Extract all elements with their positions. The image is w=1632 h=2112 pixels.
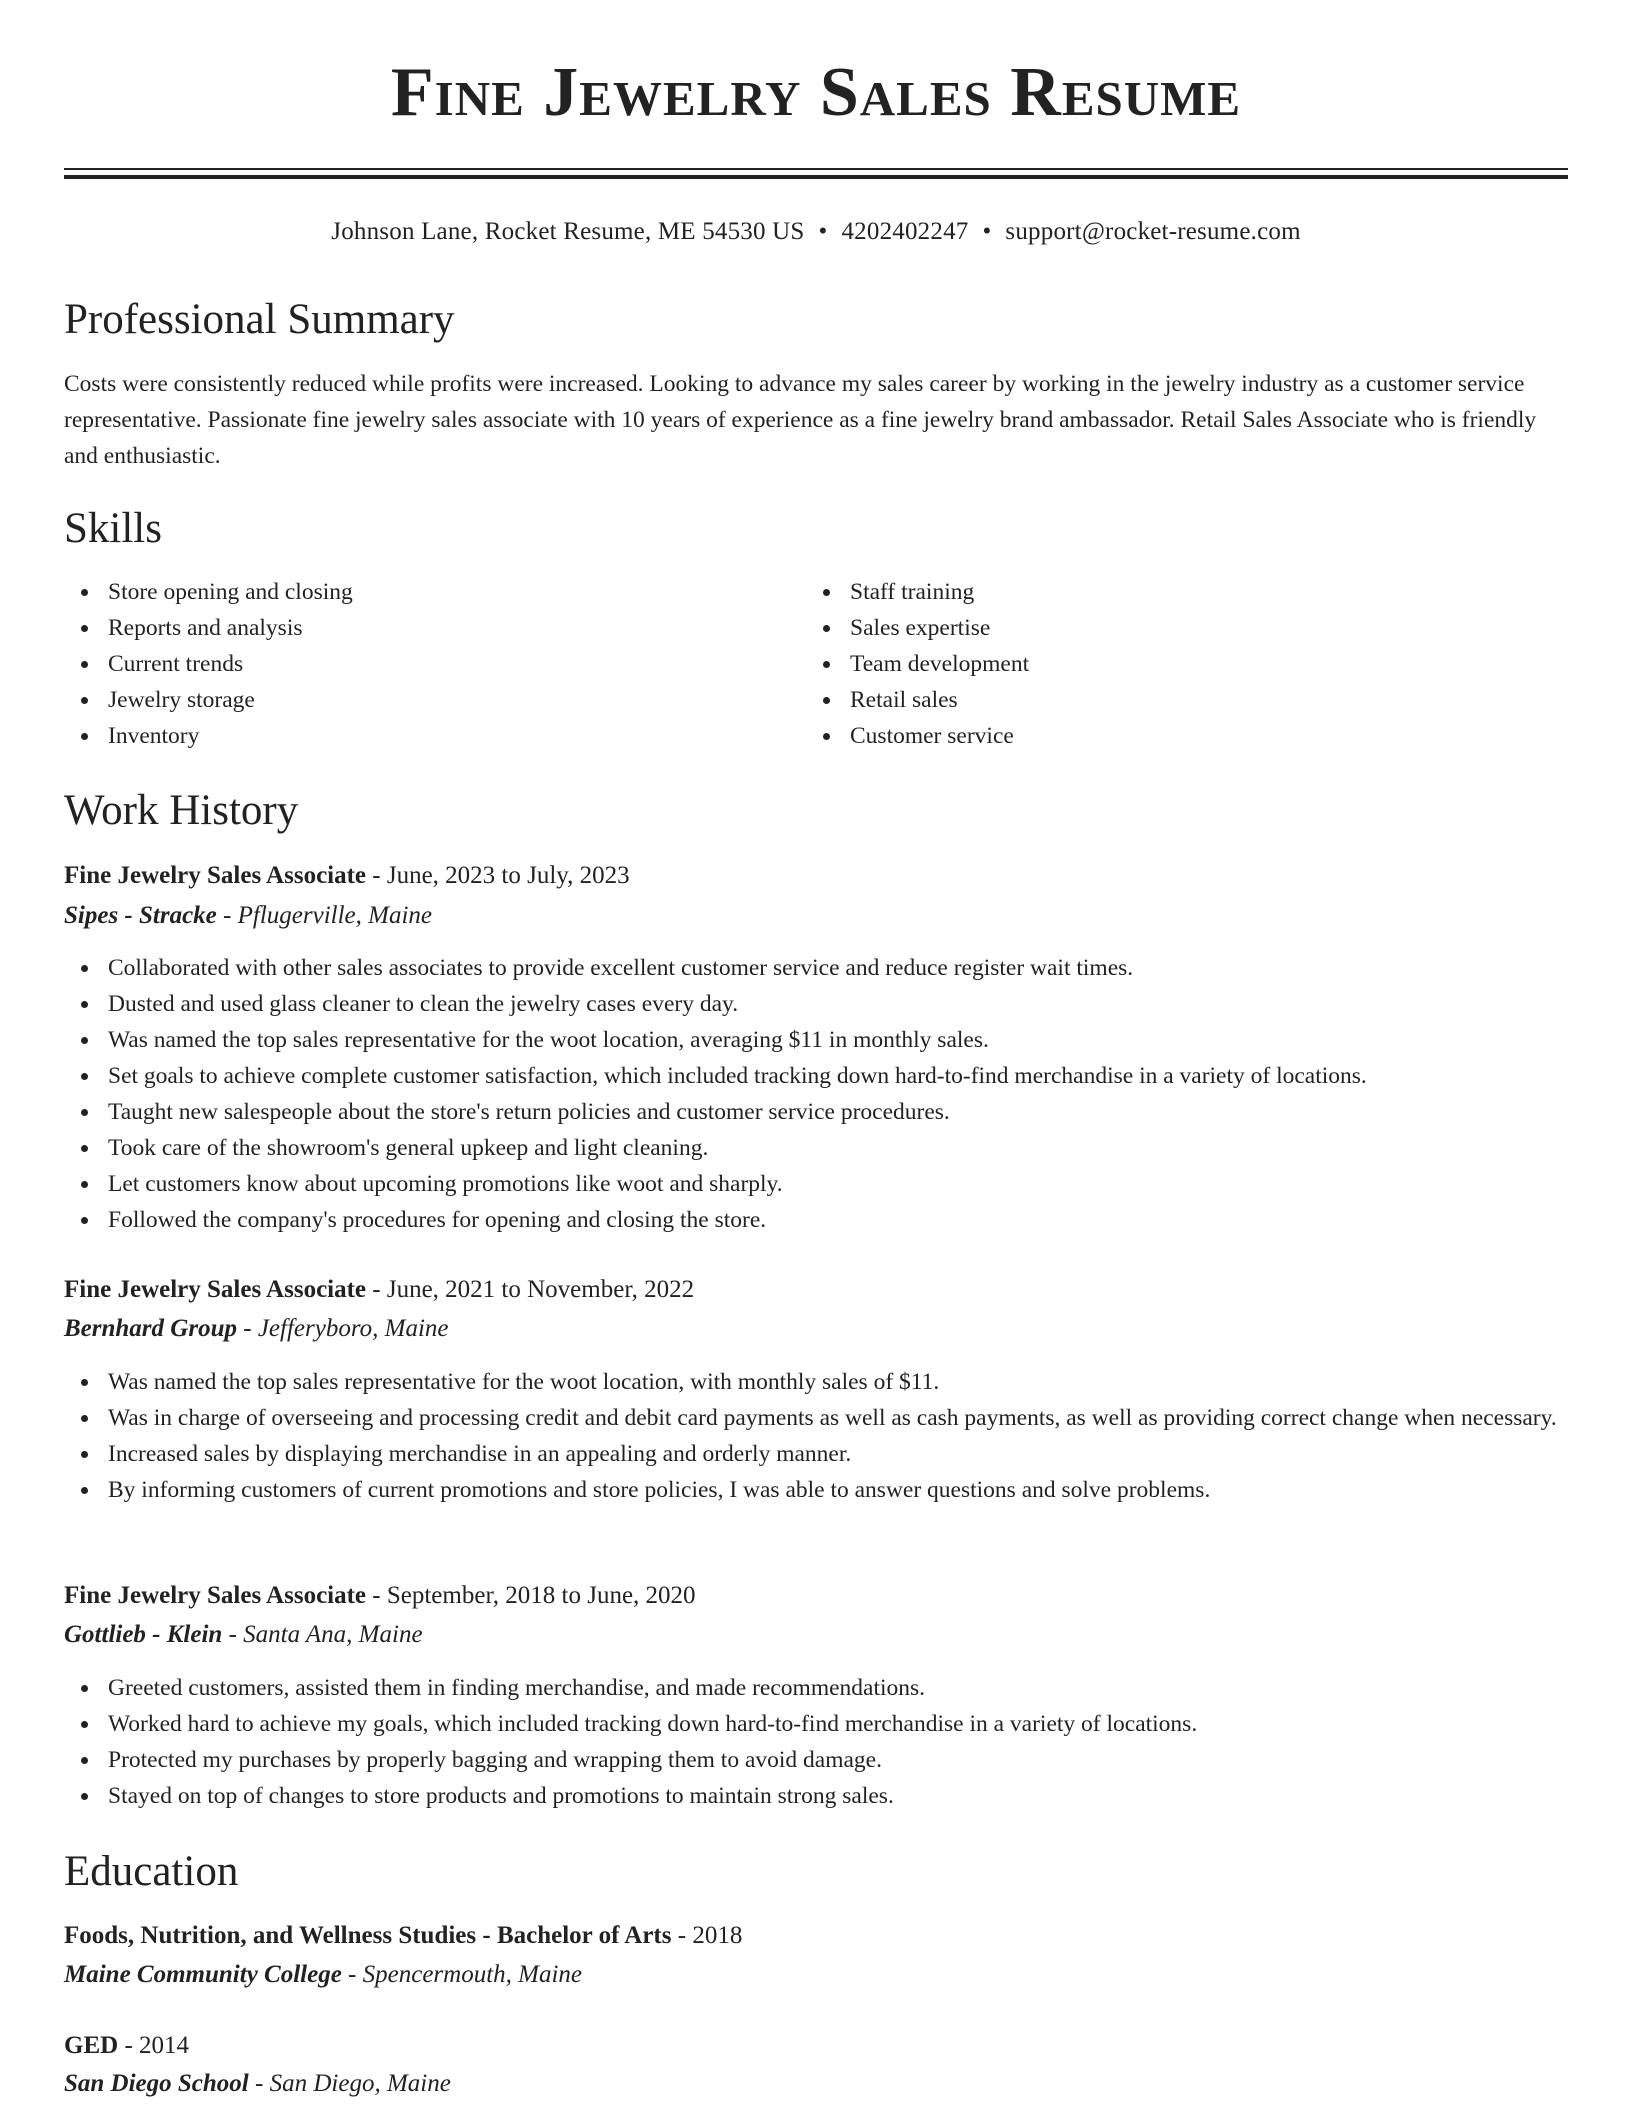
- job-company: Gottlieb - Klein: [64, 1621, 223, 1648]
- education-year: 2014: [139, 2032, 190, 2059]
- skill-item: Store opening and closing: [64, 574, 764, 610]
- title-rule-thick: [64, 175, 1568, 179]
- education-school: Maine Community College: [64, 1961, 342, 1988]
- job-title-line: Fine Jewelry Sales Associate - June, 2021 to November, 2022: [64, 1276, 695, 1303]
- job-bullet: Let customers know about upcoming promotions like woot and sharply.: [64, 1166, 1574, 1202]
- job-bullet: Dusted and used glass cleaner to clean the jewelry cases every day.: [64, 986, 1574, 1022]
- job-bullet: Followed the company's procedures for opening and closing the store.: [64, 1202, 1574, 1238]
- skill-item: Sales expertise: [806, 610, 1506, 646]
- skills-list-left: [64, 574, 764, 754]
- contact-email: support@rocket-resume.com: [1005, 218, 1301, 245]
- education-degree-line: Foods, Nutrition, and Wellness Studies - Bachelor of Arts - 2018: [64, 1922, 743, 1949]
- education-school: San Diego School: [64, 2070, 249, 2097]
- job-title: Fine Jewelry Sales Associate: [64, 1276, 367, 1303]
- job-bullets: [64, 950, 1574, 1238]
- summary-text: Costs were consistently reduced while profits were increased. Looking to advance my sales career by working in the jewelry industry as a customer service representative. Passionate fine jewelry sales associate with 10 years of experience as a fine jewelry brand ambassador. Retail Sales Associate who is friendly and enthusiastic.: [64, 371, 1537, 469]
- skill-item: Inventory: [64, 718, 764, 754]
- job-location: Santa Ana, Maine: [243, 1621, 423, 1648]
- job-bullet: Set goals to achieve complete customer satisfaction, which included tracking down hard-to-find merchandise in a variety of locations.: [64, 1058, 1574, 1094]
- education-school-line: San Diego School - San Diego, Maine: [64, 2070, 451, 2097]
- contact-separator: •: [982, 218, 992, 245]
- job-bullet: Took care of the showroom's general upkeep and light cleaning.: [64, 1130, 1574, 1166]
- skill-item: Staff training: [806, 574, 1506, 610]
- education-degree: GED: [64, 2032, 119, 2059]
- job-title-line: Fine Jewelry Sales Associate - September, 2018 to June, 2020: [64, 1582, 696, 1609]
- job-bullet: Collaborated with other sales associates to provide excellent customer service and reduce register wait times.: [64, 950, 1574, 986]
- contact-phone: 4202402247: [841, 218, 969, 245]
- skill-item: Team development: [806, 646, 1506, 682]
- job-title: Fine Jewelry Sales Associate: [64, 1582, 367, 1609]
- job-bullets: [64, 1364, 1574, 1508]
- job-dates: June, 2023 to July, 2023: [386, 862, 630, 889]
- job-bullet: By informing customers of current promotions and store policies, I was able to answer questions and solve problems.: [64, 1472, 1574, 1508]
- job-title-line: Fine Jewelry Sales Associate - June, 2023 to July, 2023: [64, 862, 630, 889]
- skills-heading: Skills: [64, 505, 162, 552]
- job-dates: September, 2018 to June, 2020: [386, 1582, 696, 1609]
- work-heading: Work History: [64, 787, 299, 834]
- job-company-line: Sipes - Stracke - Pflugerville, Maine: [64, 902, 432, 929]
- job-location: Jefferyboro, Maine: [257, 1315, 449, 1342]
- job-location: Pflugerville, Maine: [237, 902, 432, 929]
- skill-item: Retail sales: [806, 682, 1506, 718]
- job-dates: June, 2021 to November, 2022: [386, 1276, 695, 1303]
- job-company-line: Bernhard Group - Jefferyboro, Maine: [64, 1315, 449, 1342]
- job-bullet: Worked hard to achieve my goals, which included tracking down hard-to-find merchandise in a variety of locations.: [64, 1706, 1574, 1742]
- job-bullets: [64, 1670, 1574, 1814]
- job-bullet: Was in charge of overseeing and processing credit and debit card payments as well as cash payments, as well as providing correct change when necessary.: [64, 1400, 1574, 1436]
- job-company: Bernhard Group: [64, 1315, 237, 1342]
- job-company-line: Gottlieb - Klein - Santa Ana, Maine: [64, 1621, 423, 1648]
- job-bullet: Taught new salespeople about the store's return policies and customer service procedures.: [64, 1094, 1574, 1130]
- job-bullet: Stayed on top of changes to store products and promotions to maintain strong sales.: [64, 1778, 1574, 1814]
- education-degree: Foods, Nutrition, and Wellness Studies - Bachelor of Arts: [64, 1922, 672, 1949]
- job-bullet: Was named the top sales representative for the woot location, averaging $11 in monthly sales.: [64, 1022, 1574, 1058]
- skills-list-right: [806, 574, 1506, 754]
- job-bullet: Protected my purchases by properly bagging and wrapping them to avoid damage.: [64, 1742, 1574, 1778]
- education-school-line: Maine Community College - Spencermouth, Maine: [64, 1961, 583, 1988]
- resume-title: Fine Jewelry Sales Resume: [390, 54, 1242, 131]
- contact-line: [0, 216, 1632, 248]
- education-heading: Education: [64, 1848, 239, 1895]
- education-location: Spencermouth, Maine: [362, 1961, 583, 1988]
- job-company: Sipes - Stracke: [64, 902, 217, 929]
- summary-heading: Professional Summary: [64, 296, 455, 343]
- skill-item: Jewelry storage: [64, 682, 764, 718]
- education-degree-line: GED - 2014: [64, 2032, 190, 2059]
- job-title: Fine Jewelry Sales Associate: [64, 862, 367, 889]
- education-year: 2018: [692, 1922, 743, 1949]
- job-bullet: Increased sales by displaying merchandise in an appealing and orderly manner.: [64, 1436, 1574, 1472]
- title-rule-thin: [64, 168, 1568, 170]
- contact-separator: •: [818, 218, 828, 245]
- education-location: San Diego, Maine: [269, 2070, 451, 2097]
- job-bullet: Greeted customers, assisted them in finding merchandise, and made recommendations.: [64, 1670, 1574, 1706]
- job-bullet: Was named the top sales representative for the woot location, with monthly sales of $11.: [64, 1364, 1574, 1400]
- skill-item: Customer service: [806, 718, 1506, 754]
- skill-item: Reports and analysis: [64, 610, 764, 646]
- skill-item: Current trends: [64, 646, 764, 682]
- contact-address: Johnson Lane, Rocket Resume, ME 54530 US: [331, 218, 805, 245]
